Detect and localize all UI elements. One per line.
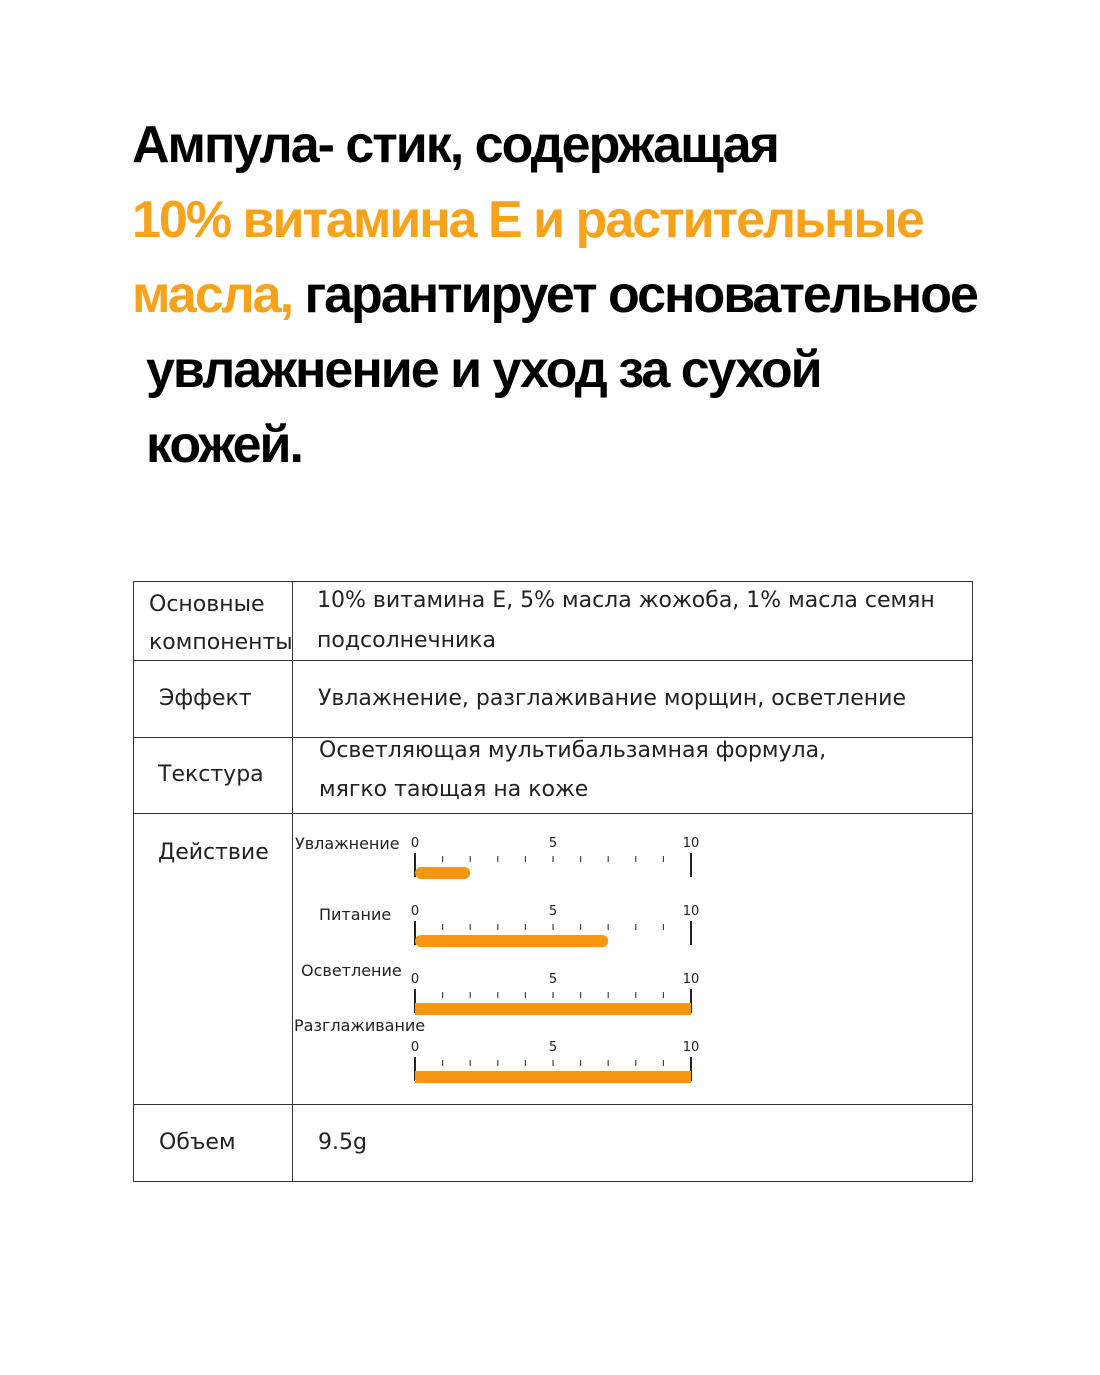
tick-label: 0 bbox=[410, 904, 420, 919]
tick-label: 5 bbox=[548, 972, 558, 987]
effect-label: Эффект bbox=[159, 686, 252, 711]
scale-bar bbox=[415, 935, 608, 947]
tick-label: 0 bbox=[410, 836, 420, 851]
row-action bbox=[134, 814, 973, 1105]
volume-label: Объем bbox=[159, 1130, 236, 1155]
row-components bbox=[134, 582, 973, 661]
components-value-1: 10% витамина E, 5% масла жожоба, 1% масла семян bbox=[317, 588, 935, 613]
headline-line-4: увлажнение и уход за сухой bbox=[146, 341, 821, 399]
action-label: Действие bbox=[158, 840, 269, 865]
spec-table bbox=[133, 581, 973, 1182]
action-scales bbox=[293, 814, 972, 1104]
tick-label: 5 bbox=[548, 1040, 558, 1055]
scale-1 bbox=[293, 834, 713, 904]
scale-4 bbox=[293, 1038, 713, 1108]
texture-value-1: Осветляющая мультибальзамная формула, bbox=[319, 738, 827, 763]
headline-line-2: 10% витамина E и растительные bbox=[132, 191, 923, 249]
tick-label: 10 bbox=[682, 972, 700, 987]
scale-label: Разглаживание bbox=[294, 1016, 426, 1035]
tick-label: 10 bbox=[682, 904, 700, 919]
effect-value: Увлажнение, разглаживание морщин, осветление bbox=[318, 686, 906, 711]
components-label-2: компоненты bbox=[149, 630, 293, 655]
scale-label: Осветление bbox=[301, 961, 402, 980]
tick-label: 10 bbox=[682, 836, 700, 851]
row-effect bbox=[134, 661, 973, 738]
volume-value: 9.5g bbox=[318, 1130, 367, 1155]
headline-line-3 bbox=[132, 258, 1032, 333]
scale-bar bbox=[415, 867, 470, 879]
tick-label: 10 bbox=[682, 1040, 700, 1055]
row-texture bbox=[134, 738, 973, 814]
components-value-2: подсолнечника bbox=[317, 628, 497, 653]
scale-bar bbox=[415, 1071, 691, 1083]
scale-label: Питание bbox=[319, 905, 392, 924]
tick-label: 5 bbox=[548, 904, 558, 919]
headline-line-5: кожей. bbox=[146, 416, 302, 474]
row-volume bbox=[134, 1105, 973, 1182]
headline bbox=[132, 108, 1032, 483]
scale-label: Увлажнение bbox=[295, 834, 400, 853]
headline-line-3-highlight: масла, bbox=[132, 266, 293, 324]
scale-bar bbox=[415, 1003, 691, 1015]
tick-label: 0 bbox=[410, 972, 420, 987]
texture-value-2: мягко тающая на коже bbox=[319, 777, 589, 802]
headline-line-3-rest: гарантирует основательное bbox=[292, 266, 977, 324]
headline-line-1: Ампула- стик, содержащая bbox=[132, 116, 778, 174]
tick-label: 0 bbox=[410, 1040, 420, 1055]
components-label-1: Основные bbox=[149, 592, 265, 617]
tick-label: 5 bbox=[548, 836, 558, 851]
texture-label: Текстура bbox=[158, 762, 264, 787]
